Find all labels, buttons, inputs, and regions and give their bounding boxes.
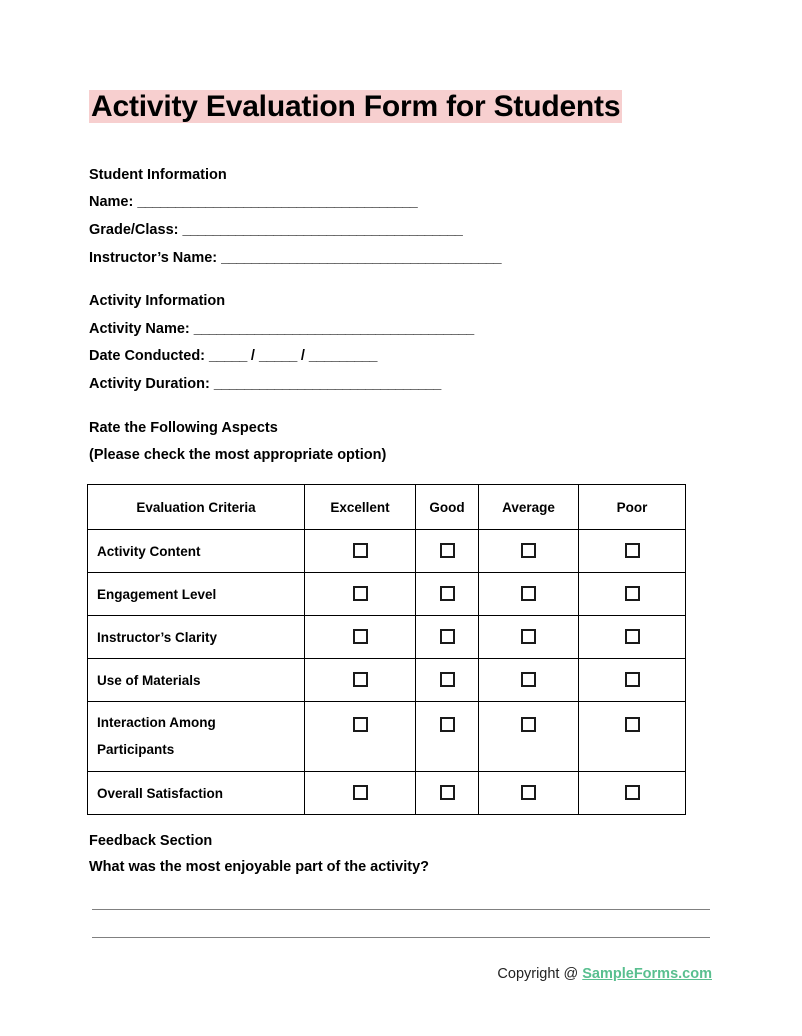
student-information-heading: Student Information — [89, 167, 227, 183]
checkbox-cell-engagement-level-poor[interactable] — [579, 573, 686, 616]
checkbox-cell-overall-satisfaction-excellent[interactable] — [305, 772, 416, 815]
field-activity-duration — [89, 370, 441, 398]
checkbox-cell-instructor-clarity-good[interactable] — [416, 616, 479, 659]
column-header-poor: Poor — [579, 485, 686, 530]
table-row — [88, 772, 686, 815]
checkbox-empty-icon[interactable] — [353, 672, 368, 687]
field-student-name-label: Name: — [89, 194, 134, 210]
field-student-name-line[interactable]: _____________________________________ — [137, 194, 418, 210]
row-label-overall-satisfaction: Overall Satisfaction — [88, 772, 305, 815]
row-label-activity-content: Activity Content — [88, 530, 305, 573]
checkbox-cell-instructor-clarity-excellent[interactable] — [305, 616, 416, 659]
field-instructor-name — [89, 244, 501, 272]
checkbox-empty-icon[interactable] — [353, 586, 368, 601]
checkbox-cell-interaction-average[interactable] — [479, 702, 579, 772]
row-label-line1: Interaction Among — [97, 715, 216, 730]
checkbox-empty-icon[interactable] — [440, 629, 455, 644]
checkbox-cell-use-of-materials-poor[interactable] — [579, 659, 686, 702]
checkbox-cell-engagement-level-good[interactable] — [416, 573, 479, 616]
checkbox-cell-interaction-poor[interactable] — [579, 702, 686, 772]
table-header-row — [88, 485, 686, 530]
field-grade-class — [89, 216, 462, 244]
checkbox-cell-use-of-materials-average[interactable] — [479, 659, 579, 702]
feedback-heading: Feedback Section — [89, 833, 213, 849]
checkbox-empty-icon[interactable] — [521, 717, 536, 732]
row-label-use-of-materials: Use of Materials — [88, 659, 305, 702]
table-row — [88, 702, 686, 772]
field-activity-name-label: Activity Name: — [89, 321, 190, 337]
column-header-average: Average — [479, 485, 579, 530]
field-date-year[interactable]: _________ — [308, 348, 377, 364]
checkbox-empty-icon[interactable] — [353, 785, 368, 800]
checkbox-empty-icon[interactable] — [625, 543, 640, 558]
field-grade-class-label: Grade/Class: — [89, 222, 179, 238]
checkbox-cell-instructor-clarity-average[interactable] — [479, 616, 579, 659]
checkbox-empty-icon[interactable] — [440, 785, 455, 800]
field-student-name — [89, 188, 417, 216]
column-header-criteria: Evaluation Criteria — [88, 485, 305, 530]
copyright-text: Copyright @ — [497, 966, 583, 982]
checkbox-cell-overall-satisfaction-good[interactable] — [416, 772, 479, 815]
checkbox-cell-activity-content-good[interactable] — [416, 530, 479, 573]
checkbox-empty-icon[interactable] — [353, 717, 368, 732]
checkbox-empty-icon[interactable] — [521, 785, 536, 800]
field-activity-duration-line[interactable]: ______________________________ — [213, 376, 441, 392]
feedback-question: What was the most enjoyable part of the activity? — [89, 859, 430, 875]
field-grade-class-line[interactable]: _____________________________________ — [182, 222, 463, 238]
checkbox-cell-engagement-level-average[interactable] — [479, 573, 579, 616]
feedback-answer-line-2[interactable] — [92, 937, 710, 938]
page-title-text: Activity Evaluation Form for Students — [91, 90, 621, 123]
footer — [0, 966, 712, 982]
field-date-month[interactable]: _____ — [258, 348, 297, 364]
checkbox-empty-icon[interactable] — [440, 717, 455, 732]
checkbox-empty-icon[interactable] — [625, 586, 640, 601]
row-label-line2: Participants — [97, 742, 175, 757]
checkbox-cell-activity-content-poor[interactable] — [579, 530, 686, 573]
checkbox-cell-engagement-level-excellent[interactable] — [305, 573, 416, 616]
checkbox-cell-activity-content-average[interactable] — [479, 530, 579, 573]
checkbox-empty-icon[interactable] — [521, 586, 536, 601]
checkbox-cell-interaction-good[interactable] — [416, 702, 479, 772]
checkbox-empty-icon[interactable] — [625, 785, 640, 800]
checkbox-cell-use-of-materials-good[interactable] — [416, 659, 479, 702]
checkbox-empty-icon[interactable] — [625, 717, 640, 732]
checkbox-empty-icon[interactable] — [625, 629, 640, 644]
field-activity-name-line[interactable]: _____________________________________ — [193, 321, 474, 337]
checkbox-empty-icon[interactable] — [521, 629, 536, 644]
sampleforms-link[interactable]: SampleForms.com — [582, 966, 712, 982]
activity-information-heading: Activity Information — [89, 293, 226, 309]
column-header-excellent: Excellent — [305, 485, 416, 530]
checkbox-cell-instructor-clarity-poor[interactable] — [579, 616, 686, 659]
feedback-answer-line-1[interactable] — [92, 909, 710, 910]
field-activity-name — [89, 315, 474, 343]
field-activity-duration-label: Activity Duration: — [89, 376, 210, 392]
checkbox-cell-overall-satisfaction-average[interactable] — [479, 772, 579, 815]
checkbox-cell-use-of-materials-excellent[interactable] — [305, 659, 416, 702]
field-instructor-name-label: Instructor’s Name: — [89, 250, 218, 266]
checkbox-cell-interaction-excellent[interactable] — [305, 702, 416, 772]
checkbox-empty-icon[interactable] — [353, 543, 368, 558]
page-title — [89, 84, 711, 130]
date-separator-2: / — [300, 348, 305, 364]
rating-heading: Rate the Following Aspects — [89, 420, 278, 436]
field-instructor-name-line[interactable]: _____________________________________ — [221, 250, 502, 266]
date-separator-1: / — [250, 348, 255, 364]
table-row — [88, 616, 686, 659]
field-date-conducted — [89, 342, 377, 370]
checkbox-empty-icon[interactable] — [440, 672, 455, 687]
checkbox-cell-overall-satisfaction-poor[interactable] — [579, 772, 686, 815]
field-date-day[interactable]: _____ — [209, 348, 247, 364]
checkbox-empty-icon[interactable] — [521, 672, 536, 687]
checkbox-cell-activity-content-excellent[interactable] — [305, 530, 416, 573]
checkbox-empty-icon[interactable] — [353, 629, 368, 644]
evaluation-table — [87, 484, 686, 815]
table-row — [88, 659, 686, 702]
rating-instruction: (Please check the most appropriate option) — [89, 447, 387, 463]
row-label-engagement-level: Engagement Level — [88, 573, 305, 616]
column-header-good: Good — [416, 485, 479, 530]
checkbox-empty-icon[interactable] — [625, 672, 640, 687]
checkbox-empty-icon[interactable] — [521, 543, 536, 558]
row-label-interaction-among-participants — [88, 702, 305, 772]
field-date-conducted-label: Date Conducted: — [89, 348, 205, 364]
checkbox-empty-icon[interactable] — [440, 543, 455, 558]
table-row — [88, 573, 686, 616]
checkbox-empty-icon[interactable] — [440, 586, 455, 601]
table-row — [88, 530, 686, 573]
row-label-instructor-clarity: Instructor’s Clarity — [88, 616, 305, 659]
